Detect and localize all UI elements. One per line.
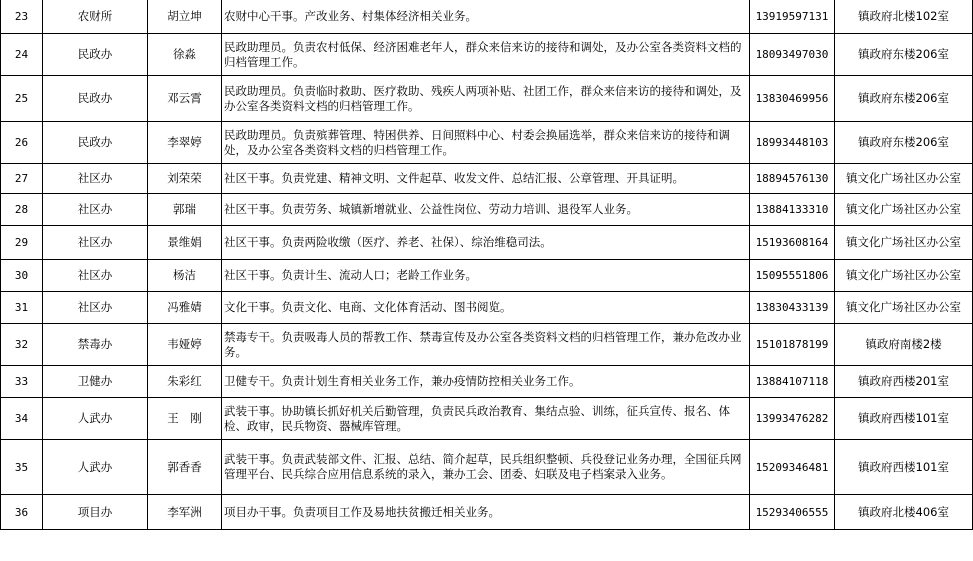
- duty-description-cell: 项目办干事。负责项目工作及易地扶贫搬迁相关业务。: [222, 495, 750, 530]
- office-location-cell: 镇政府东楼206室: [835, 122, 973, 164]
- row-number-cell: 36: [1, 495, 43, 530]
- office-location-cell: 镇文化广场社区办公室: [835, 226, 973, 260]
- row-number-cell: 31: [1, 292, 43, 324]
- phone-number-cell: 15209346481: [750, 440, 835, 495]
- office-location-cell: 镇政府东楼206室: [835, 76, 973, 122]
- table-row: [1, 366, 973, 398]
- staff-name-cell: 郭香香: [148, 440, 222, 495]
- staff-name-cell: 景维娟: [148, 226, 222, 260]
- phone-number-cell: 15095551806: [750, 260, 835, 292]
- office-location-cell: 镇政府北楼102室: [835, 0, 973, 34]
- duty-description-cell: 武装干事。协助镇长抓好机关后勤管理，负责民兵政治教育、集结点验、训练，征兵宣传、报名、体检、政审，民兵物资、器械库管理。: [222, 398, 750, 440]
- phone-number-cell: 13830433139: [750, 292, 835, 324]
- department-cell: 民政办: [43, 76, 148, 122]
- table-row: [1, 398, 973, 440]
- department-cell: 社区办: [43, 292, 148, 324]
- table-row: [1, 0, 973, 34]
- duty-description-cell: 社区干事。负责劳务、城镇新增就业、公益性岗位、劳动力培训、退役军人业务。: [222, 194, 750, 226]
- phone-number-cell: 18093497030: [750, 34, 835, 76]
- table-row: [1, 495, 973, 530]
- department-cell: 社区办: [43, 260, 148, 292]
- department-cell: 人武办: [43, 398, 148, 440]
- staff-name-cell: 朱彩红: [148, 366, 222, 398]
- staff-name-cell: 韦娅婷: [148, 324, 222, 366]
- row-number-cell: 23: [1, 0, 43, 34]
- row-number-cell: 29: [1, 226, 43, 260]
- staff-name-cell: 胡立坤: [148, 0, 222, 34]
- department-cell: 民政办: [43, 122, 148, 164]
- table-row: [1, 292, 973, 324]
- office-location-cell: 镇文化广场社区办公室: [835, 292, 973, 324]
- row-number-cell: 26: [1, 122, 43, 164]
- table-row: [1, 76, 973, 122]
- department-cell: 民政办: [43, 34, 148, 76]
- office-location-cell: 镇文化广场社区办公室: [835, 260, 973, 292]
- office-location-cell: 镇政府西楼101室: [835, 440, 973, 495]
- department-cell: 人武办: [43, 440, 148, 495]
- department-cell: 社区办: [43, 194, 148, 226]
- table-row: [1, 122, 973, 164]
- phone-number-cell: 13993476282: [750, 398, 835, 440]
- office-location-cell: 镇政府南楼2楼: [835, 324, 973, 366]
- staff-name-cell: 王 刚: [148, 398, 222, 440]
- row-number-cell: 28: [1, 194, 43, 226]
- duty-description-cell: 社区干事。负责两险收缴（医疗、养老、社保）、综治维稳司法。: [222, 226, 750, 260]
- duty-description-cell: 卫健专干。负责计划生育相关业务工作，兼办疫情防控相关业务工作。: [222, 366, 750, 398]
- office-location-cell: 镇政府东楼206室: [835, 34, 973, 76]
- duty-description-cell: 禁毒专干。负责吸毒人员的帮教工作、禁毒宣传及办公室各类资料文档的归档管理工作，兼办危改办业务。: [222, 324, 750, 366]
- staff-name-cell: 邓云霄: [148, 76, 222, 122]
- row-number-cell: 24: [1, 34, 43, 76]
- table-row: [1, 440, 973, 495]
- table-row: [1, 34, 973, 76]
- phone-number-cell: 18894576130: [750, 164, 835, 194]
- staff-name-cell: 冯雅婧: [148, 292, 222, 324]
- row-number-cell: 30: [1, 260, 43, 292]
- phone-number-cell: 13830469956: [750, 76, 835, 122]
- office-location-cell: 镇文化广场社区办公室: [835, 194, 973, 226]
- duty-description-cell: 民政助理员。负责殡葬管理、特困供养、日间照料中心、村委会换届选举，群众来信来访的接待和调处，及办公室各类资料文档的归档管理工作。: [222, 122, 750, 164]
- office-location-cell: 镇文化广场社区办公室: [835, 164, 973, 194]
- department-cell: 禁毒办: [43, 324, 148, 366]
- table-row: [1, 226, 973, 260]
- staff-name-cell: 徐淼: [148, 34, 222, 76]
- department-cell: 农财所: [43, 0, 148, 34]
- department-cell: 卫健办: [43, 366, 148, 398]
- row-number-cell: 33: [1, 366, 43, 398]
- staff-name-cell: 杨洁: [148, 260, 222, 292]
- duty-description-cell: 农财中心干事。产改业务、村集体经济相关业务。: [222, 0, 750, 34]
- department-cell: 社区办: [43, 226, 148, 260]
- table-row: [1, 324, 973, 366]
- office-location-cell: 镇政府北楼406室: [835, 495, 973, 530]
- table-row: [1, 260, 973, 292]
- table-row: [1, 164, 973, 194]
- staff-name-cell: 刘荣荣: [148, 164, 222, 194]
- staff-name-cell: 李翠婷: [148, 122, 222, 164]
- table-body: [1, 0, 973, 530]
- row-number-cell: 25: [1, 76, 43, 122]
- row-number-cell: 32: [1, 324, 43, 366]
- phone-number-cell: 15293406555: [750, 495, 835, 530]
- office-location-cell: 镇政府西楼201室: [835, 366, 973, 398]
- duty-description-cell: 社区干事。负责计生、流动人口；老龄工作业务。: [222, 260, 750, 292]
- row-number-cell: 34: [1, 398, 43, 440]
- staff-name-cell: 郭瑞: [148, 194, 222, 226]
- duty-description-cell: 武装干事。负责武装部文件、汇报、总结、简介起草，民兵组织整顿、兵役登记业务办理，全国征兵网管理平台、民兵综合应用信息系统的录入，兼办工会、团委、妇联及电子档案录入业务。: [222, 440, 750, 495]
- row-number-cell: 35: [1, 440, 43, 495]
- department-cell: 项目办: [43, 495, 148, 530]
- row-number-cell: 27: [1, 164, 43, 194]
- phone-number-cell: 15101878199: [750, 324, 835, 366]
- duty-description-cell: 民政助理员。负责农村低保、经济困难老年人，群众来信来访的接待和调处，及办公室各类资料文档的归档管理工作。: [222, 34, 750, 76]
- phone-number-cell: 15193608164: [750, 226, 835, 260]
- phone-number-cell: 18993448103: [750, 122, 835, 164]
- department-cell: 社区办: [43, 164, 148, 194]
- duty-description-cell: 社区干事。负责党建、精神文明、文件起草、收发文件、总结汇报、公章管理、开具证明。: [222, 164, 750, 194]
- phone-number-cell: 13884107118: [750, 366, 835, 398]
- office-location-cell: 镇政府西楼101室: [835, 398, 973, 440]
- phone-number-cell: 13919597131: [750, 0, 835, 34]
- table-row: [1, 194, 973, 226]
- duty-description-cell: 民政助理员。负责临时救助、医疗救助、残疾人两项补贴、社团工作，群众来信来访的接待和调处，及办公室各类资料文档的归档管理工作。: [222, 76, 750, 122]
- staff-name-cell: 李军洲: [148, 495, 222, 530]
- duty-description-cell: 文化干事。负责文化、电商、文化体育活动、图书阅览。: [222, 292, 750, 324]
- phone-number-cell: 13884133310: [750, 194, 835, 226]
